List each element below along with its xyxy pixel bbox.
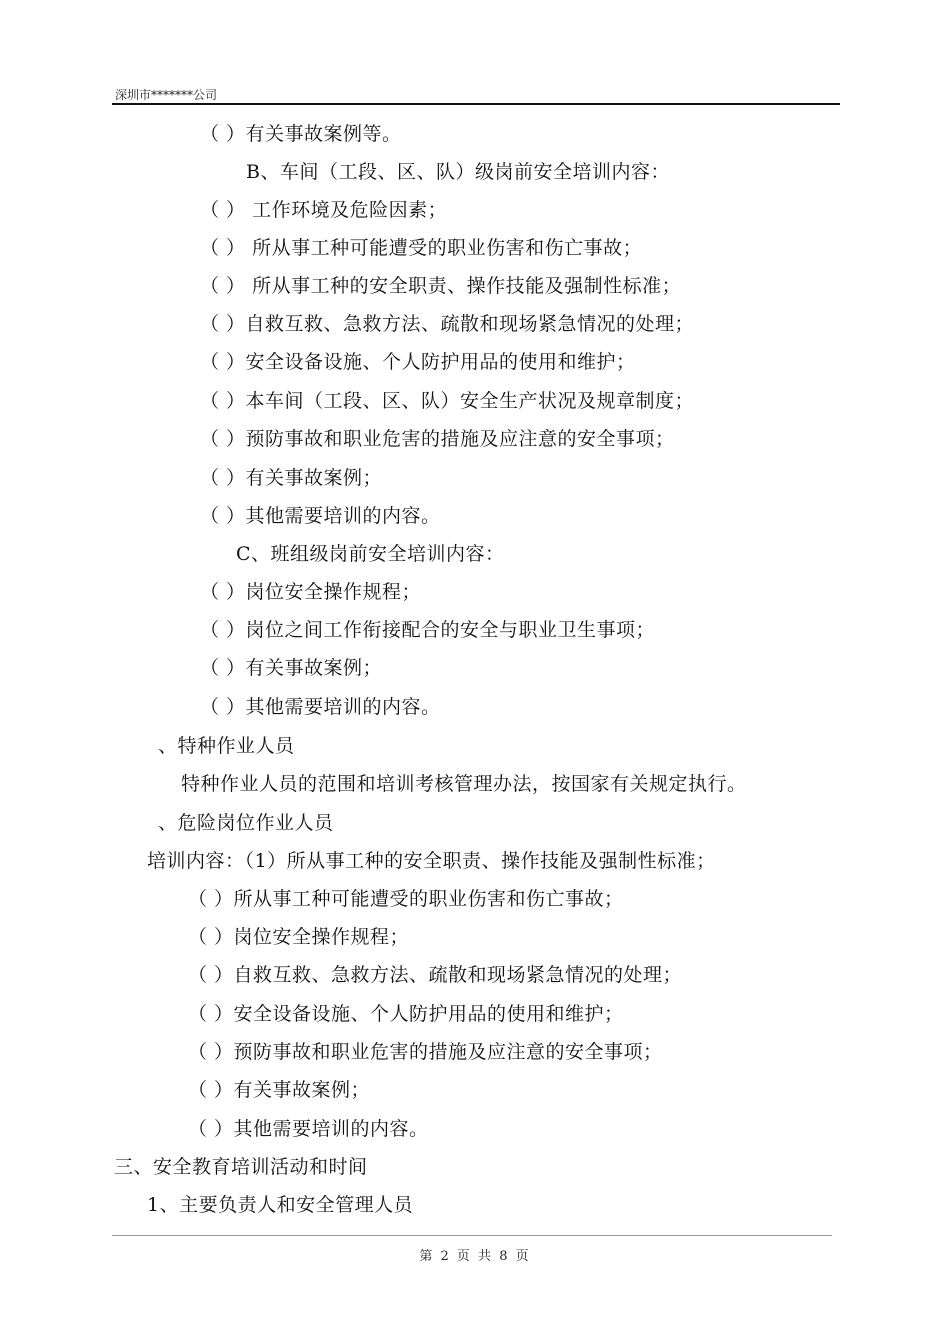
list-item: （ ）预防事故和职业危害的措施及应注意的安全事项；	[188, 1041, 663, 1063]
list-item: （ ）有关事故案例；	[200, 467, 383, 489]
list-item: （ ） 工作环境及危险因素；	[200, 199, 448, 221]
footer-rule	[112, 1235, 832, 1236]
list-item: （ ）岗位安全操作规程；	[188, 926, 410, 948]
list-item: （ ）所从事工种可能遭受的职业伤害和伤亡事故；	[188, 888, 624, 910]
paragraph: 特种作业人员的范围和培训考核管理办法，按国家有关规定执行。	[181, 773, 747, 795]
list-item: （ ） 所从事工种的安全职责、操作技能及强制性标准；	[200, 275, 682, 297]
section-heading-c: C、班组级岗前安全培训内容：	[236, 543, 505, 565]
page-number: 第 2 页 共 8 页	[419, 1249, 531, 1264]
list-item: （ ）岗位安全操作规程；	[200, 581, 422, 603]
section-heading: 、特种作业人员	[158, 735, 295, 757]
list-item: （ ） 所从事工种可能遭受的职业伤害和伤亡事故；	[200, 237, 643, 259]
list-item: （ ）预防事故和职业危害的措施及应注意的安全事项；	[200, 428, 675, 450]
list-item: （ ）自救互救、急救方法、疏散和现场紧急情况的处理；	[200, 313, 695, 335]
header-rule	[112, 103, 840, 105]
list-item: （ ）岗位之间工作衔接配合的安全与职业卫生事项；	[200, 619, 656, 641]
list-item: （ ）本车间（工段、区、队）安全生产状况及规章制度；	[200, 390, 695, 412]
list-item: （ ）有关事故案例；	[200, 657, 383, 679]
list-item: （ ）其他需要培训的内容。	[188, 1118, 429, 1140]
list-item: （ ）自救互救、急救方法、疏散和现场紧急情况的处理；	[188, 964, 683, 986]
section-heading-b: B、车间（工段、区、队）级岗前安全培训内容：	[246, 161, 670, 183]
list-item: （ ）其他需要培训的内容。	[200, 696, 441, 718]
list-item: （ ）其他需要培训的内容。	[200, 505, 441, 527]
list-item: （ ）安全设备设施、个人防护用品的使用和维护；	[188, 1003, 624, 1025]
section-heading: 、危险岗位作业人员	[158, 812, 334, 834]
list-item: （ ）安全设备设施、个人防护用品的使用和维护；	[200, 351, 636, 373]
chapter-heading: 三、安全教育培训活动和时间	[114, 1156, 368, 1178]
header-company: 深圳市*******公司	[115, 88, 218, 102]
subsection-heading: 1、主要负责人和安全管理人员	[147, 1194, 414, 1216]
list-item: （ ）有关事故案例等。	[200, 123, 402, 145]
paragraph: 培训内容：（1）所从事工种的安全职责、操作技能及强制性标准；	[147, 850, 716, 872]
list-item: （ ）有关事故案例；	[188, 1079, 371, 1101]
